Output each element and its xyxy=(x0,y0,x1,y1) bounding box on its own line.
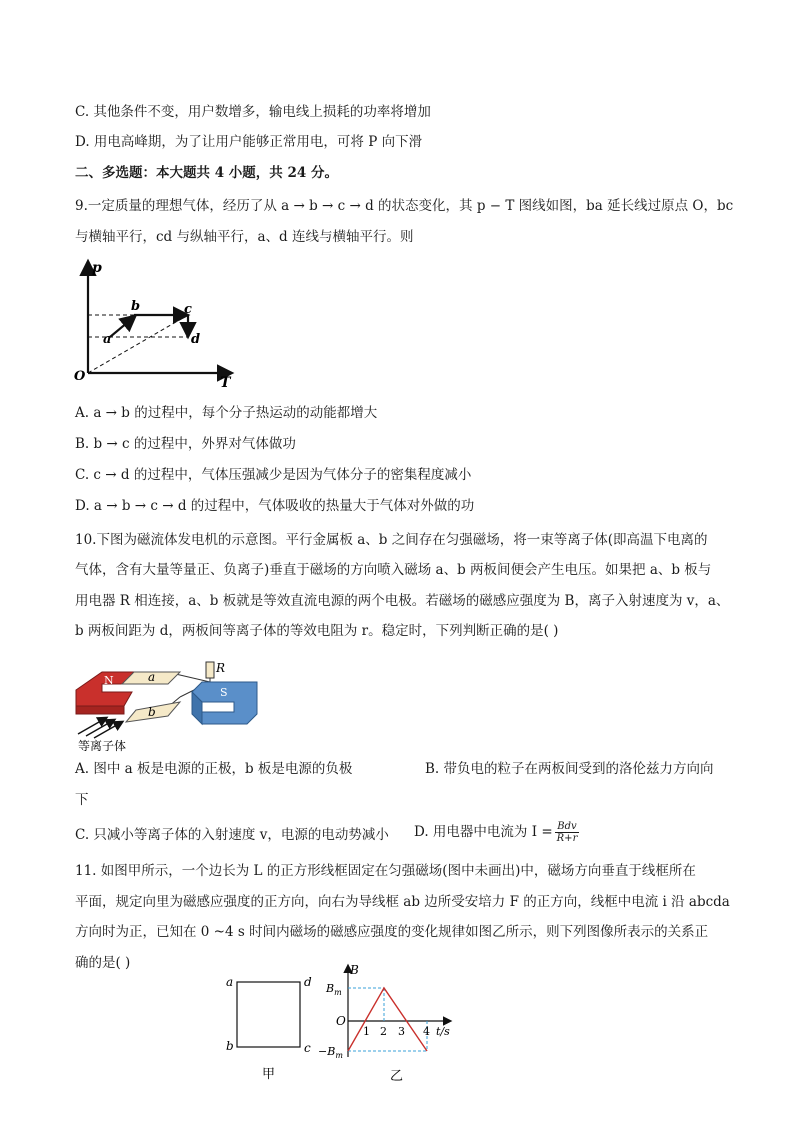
axis-t-label: t/s xyxy=(436,1025,450,1038)
q10-option-c: C. 只减小等离子体的入射速度 v，电源的电动势减小 xyxy=(75,827,389,843)
tick-4: 4 xyxy=(423,1025,430,1038)
tick-1: 1 xyxy=(363,1025,370,1038)
tick-3: 3 xyxy=(398,1025,405,1038)
label-plate-a: a xyxy=(148,670,156,684)
tick-2: 2 xyxy=(380,1025,387,1038)
q11-stem-line-2: 平面，规定向里为磁感应强度的正方向，向右为导线框 ab 边所受安培力 F 的正方向，线框中电流 i 沿 abcda xyxy=(75,894,730,910)
q10-stem-line-2: 气体，含有大量等量正、负离子)垂直于磁场的方向喷入磁场 a、b 两板间便会产生电压。如果把 a、b 板与 xyxy=(75,562,712,578)
q8-option-d: D. 用电高峰期，为了让用户能够正常用电，可将 P 向下滑 xyxy=(75,134,423,150)
label-O: O xyxy=(74,369,86,384)
label-Bm: B xyxy=(326,982,335,995)
label-p: p xyxy=(92,260,102,276)
label-c: c xyxy=(184,302,192,317)
q10-stem-line-4: b 两板间距为 d，两板间等离子体的等效电阻为 r。稳定时，下列判断正确的是( ) xyxy=(75,623,559,639)
label-B: B xyxy=(350,963,359,977)
q9-option-c: C. c → d 的过程中，气体压强减少是因为气体分子的密集程度减小 xyxy=(75,467,472,483)
figure-jia-square-loop xyxy=(222,970,322,1085)
q10-stem-line-3: 用电器 R 相连接，a、b 板就是等效直流电源的两个电极。若磁场的磁感应强度为 B，离子入射速度为 v，a、 xyxy=(75,593,730,609)
label-plate-b: b xyxy=(148,705,156,719)
q9-option-d: D. a → b → c → d 的过程中，气体吸收的热量大于气体对外做的功 xyxy=(75,498,475,514)
section-heading-multi-choice: 二、多选题：本大题共 4 小题，共 24 分。 xyxy=(75,165,338,181)
q11-stem-line-1: 11. 如图甲所示，一个边长为 L 的正方形线框固定在匀强磁场(图中未画出)中，磁场方向垂直于线框所在 xyxy=(75,863,696,879)
q9-pT-diagram xyxy=(70,255,240,390)
q9-stem-line-2: 与横轴平行，cd 与纵轴平行，a、d 连线与横轴平行。则 xyxy=(75,229,414,245)
label-d: d xyxy=(304,975,312,989)
label-N: N xyxy=(104,674,114,687)
label-O: O xyxy=(336,1014,346,1028)
label-b: b xyxy=(131,299,141,314)
q10-stem-line-1: 10.下图为磁流体发电机的示意图。平行金属板 a、b 之间存在匀强磁场，将一束等离子体(即高温下电离的 xyxy=(75,532,708,548)
resistor-R xyxy=(206,662,214,678)
caption-jia: 甲 xyxy=(262,1067,276,1082)
label-d: d xyxy=(191,332,201,347)
q10-option-b-cont: 下 xyxy=(75,792,89,808)
label-a: a xyxy=(226,975,234,989)
plasma-caption: 等离子体 xyxy=(78,739,127,753)
q8-option-c: C. 其他条件不变，用户数增多，输电线上损耗的功率将增加 xyxy=(75,104,431,120)
svg-text:Bm: $B_m$ xyxy=(326,982,342,997)
B-t-curve xyxy=(348,988,427,1051)
label-a: a xyxy=(103,332,112,347)
svg-text:−Bm: $-B_m$ xyxy=(318,1045,343,1060)
q11-stem-line-4: 确的是( ) xyxy=(75,955,131,971)
process-ab xyxy=(110,317,134,337)
q9-option-b: B. b → c 的过程中，外界对气体做功 xyxy=(75,436,296,452)
label-R: R xyxy=(216,661,226,675)
label-S: S xyxy=(220,686,228,699)
q10-option-a: A. 图中 a 板是电源的正极，b 板是电源的负极 xyxy=(75,761,353,777)
caption-yi: 乙 xyxy=(390,1069,404,1084)
q9-stem-line-1: 9.一定质量的理想气体，经历了从 a → b → c → d 的状态变化，其 p − T 图线如图，ba 延长线过原点 O，bc xyxy=(75,198,734,214)
q11-stem-line-3: 方向时为正，已知在 0 ~4 s 时间内磁场的磁感应强度的变化规律如图乙所示，则下列图像所表示的关系正 xyxy=(75,924,709,940)
mhd-generator-diagram xyxy=(72,652,272,754)
label-negBm: −B xyxy=(318,1045,336,1058)
figure-yi-B-t-graph xyxy=(312,962,462,1087)
q10-option-d: D. 用电器中电流为 I = $\frac{\text{Bdv}}{R+r}$ xyxy=(414,821,578,844)
label-b: b xyxy=(226,1039,234,1053)
label-T: T xyxy=(220,375,231,390)
label-c: c xyxy=(304,1041,311,1055)
q10-option-b: B. 带负电的粒子在两板间受到的洛伦兹力方向向 xyxy=(425,761,714,777)
q9-option-a: A. a → b 的过程中，每个分子热运动的动能都增大 xyxy=(75,405,378,421)
